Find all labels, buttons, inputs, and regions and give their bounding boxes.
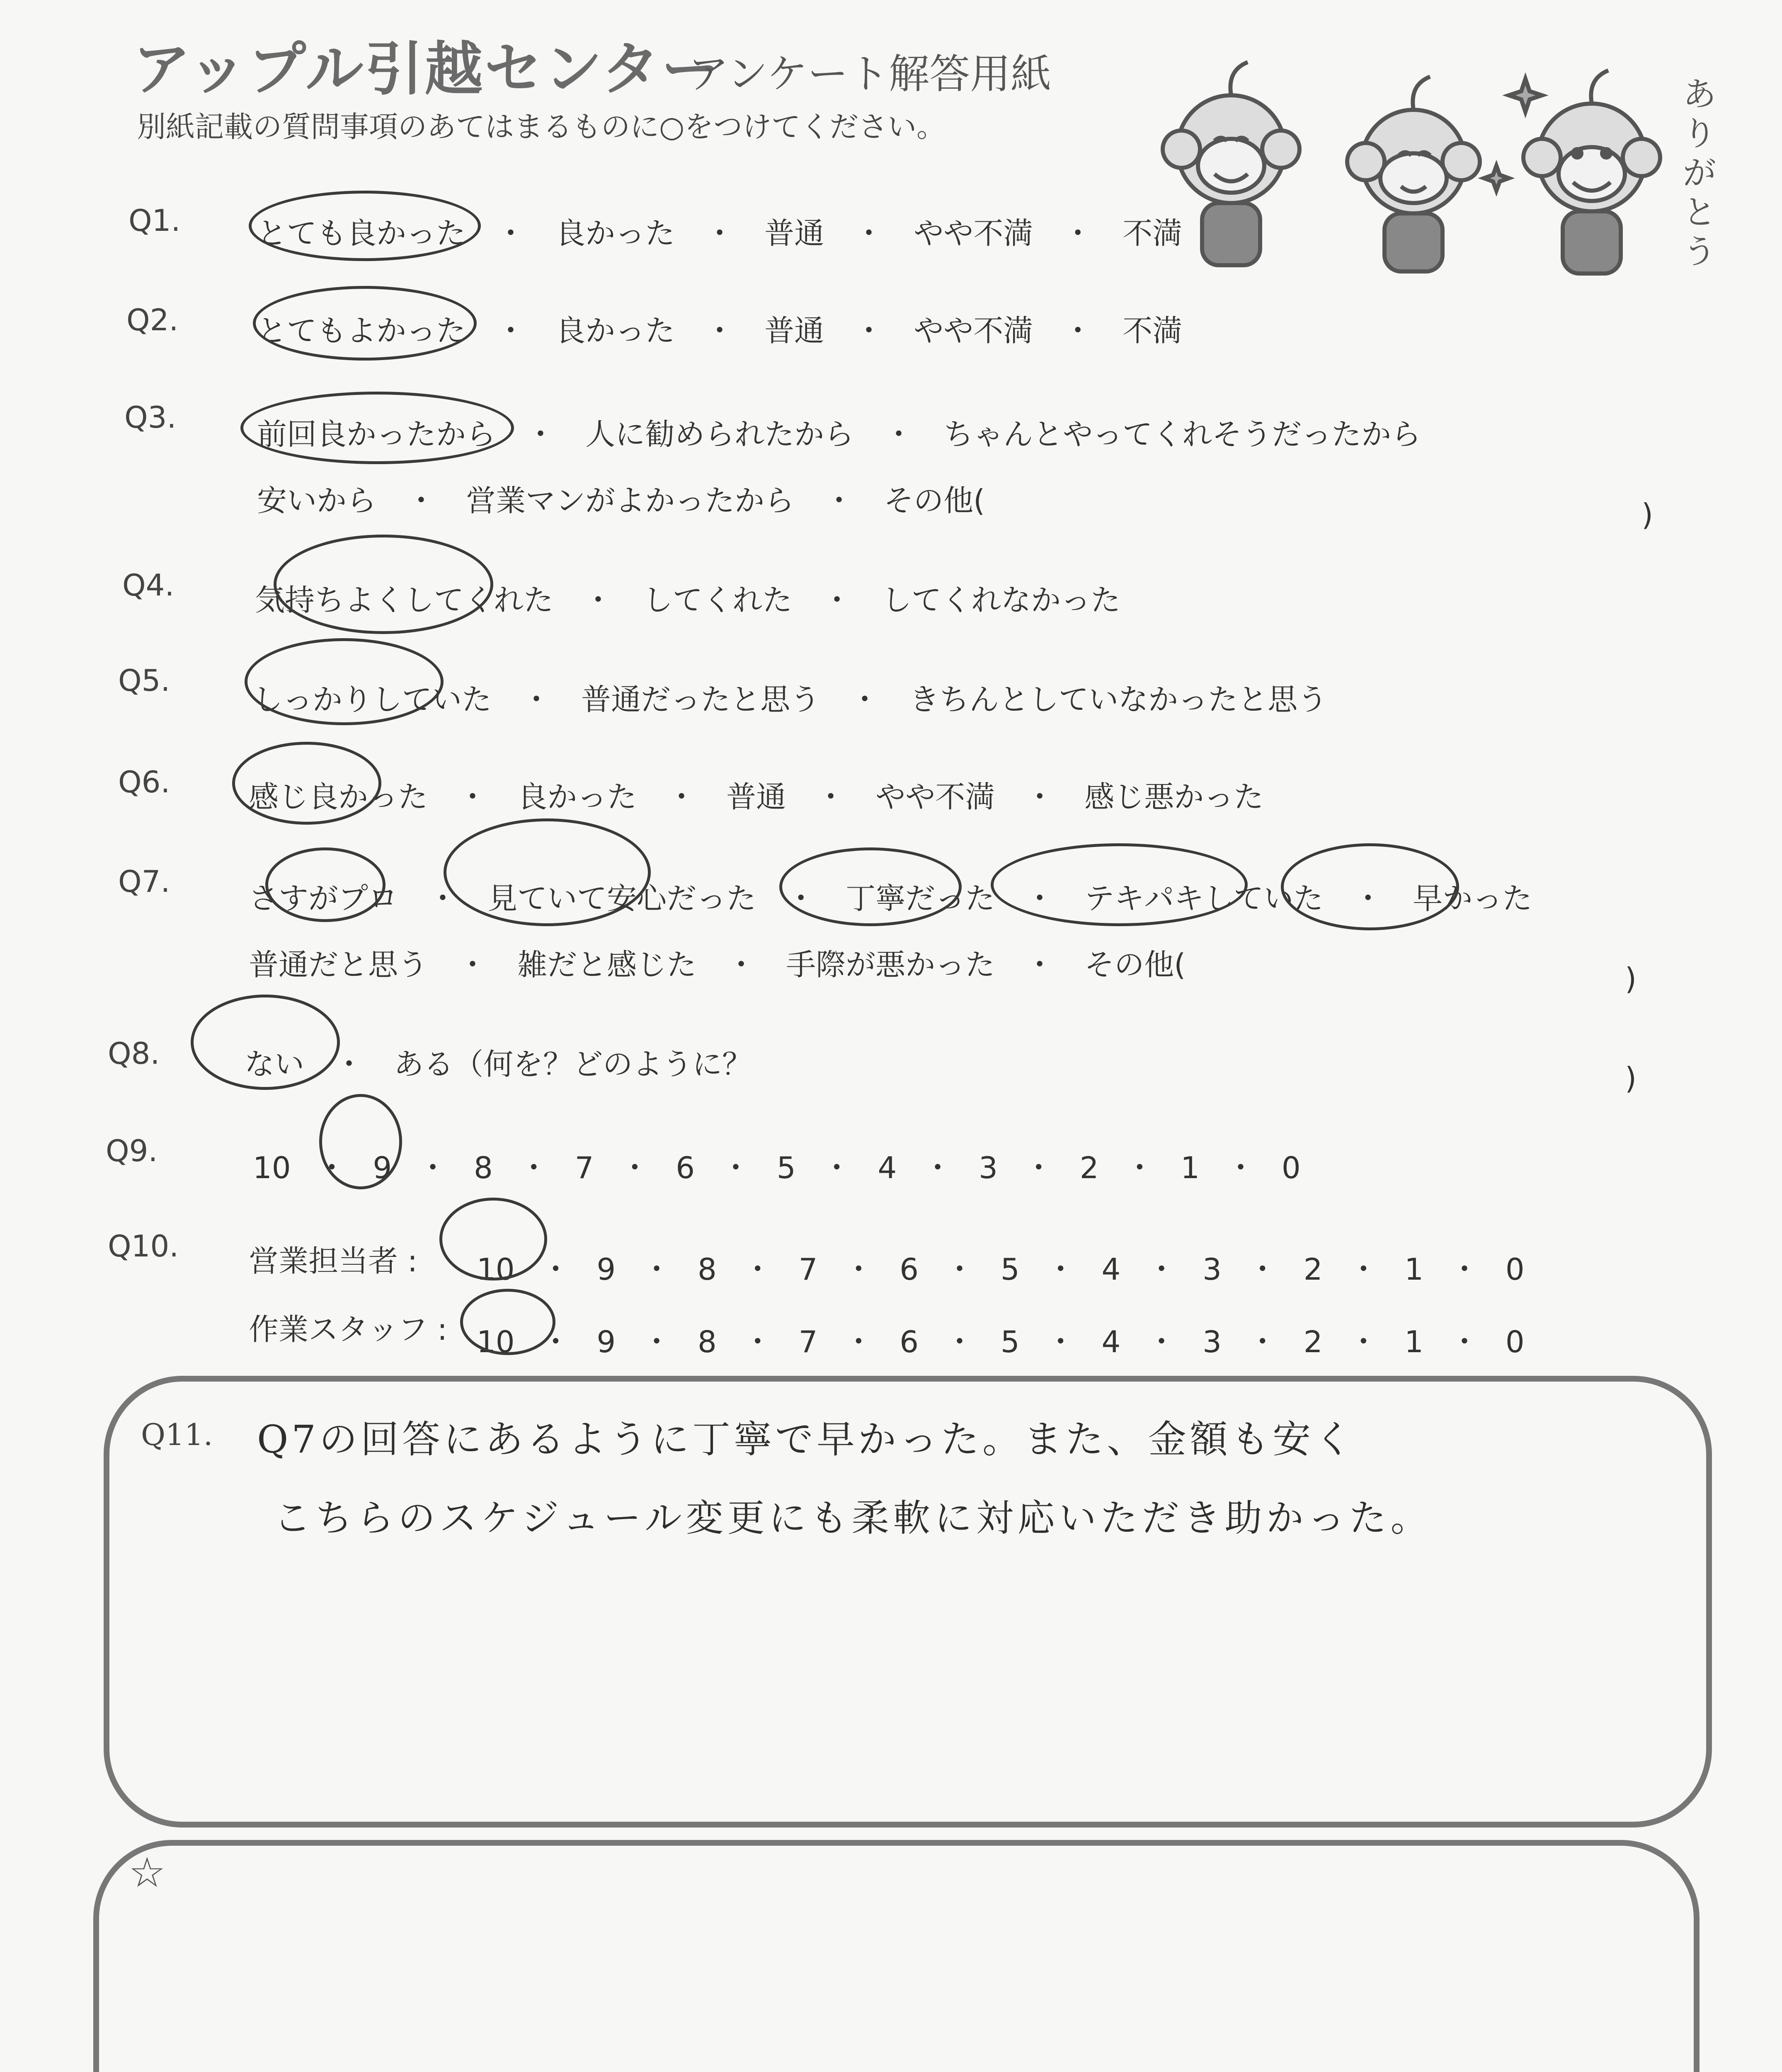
separator: ・ [1023,1150,1054,1185]
separator: ・ [1226,1150,1256,1185]
q9-opt-2[interactable]: 2 [1079,1150,1099,1185]
separator: ・ [844,1324,874,1359]
separator: ・ [742,1252,773,1287]
q4-answer-circle [274,535,493,634]
separator: ・ [705,313,735,348]
q11-answer-line-1: Q7の回答にあるように丁寧で早かった。また、金額も安く [257,1417,1355,1462]
separator: ・ [850,682,880,717]
q10-staff-label [249,1305,447,1348]
separator: ・ [1125,1150,1155,1185]
separator: ・ [541,1252,571,1287]
q1-opt-1[interactable]: とても良かった [257,216,466,251]
q10-sales-answer-circle [439,1198,547,1280]
q8-answer-circle [191,995,340,1090]
separator: ・ [428,881,458,916]
colon: : [437,1312,448,1347]
q1-label: Q1. [128,203,181,238]
separator: ・ [334,1047,364,1082]
q10-staff-opt-3[interactable]: 3 [1203,1324,1222,1359]
q9-opt-8[interactable]: 8 [474,1150,493,1185]
q9-scale [253,1144,1301,1187]
separator: ・ [541,1324,571,1359]
q9-opt-1[interactable]: 1 [1181,1150,1200,1185]
separator: ・ [1247,1324,1278,1359]
q5-opt-2[interactable]: 普通だったと思う [581,682,820,717]
q10-staff-answer-circle [460,1289,555,1355]
q4-opt-2[interactable]: してくれた [643,583,793,617]
q3-opt-other[interactable]: その他( [884,483,985,518]
q7-opt-other[interactable]: その他( [1084,947,1186,982]
q3-close-paren: ) [1641,497,1654,532]
q10-sales-opt-3[interactable]: 3 [1203,1252,1222,1287]
instructions: 別紙記載の質問事項のあてはまるものに○をつけてください。 [137,110,946,144]
separator: ・ [526,417,556,452]
separator: ・ [944,1324,975,1359]
q9-opt-9[interactable]: 9 [373,1150,392,1185]
separator: ・ [884,417,914,452]
q11-label: Q11. [141,1417,213,1452]
separator: ・ [1353,881,1383,916]
q10-sales-opt-10[interactable]: 10 [477,1252,515,1287]
q10-staff-opt-6[interactable]: 6 [899,1324,919,1359]
q1-opt-5[interactable]: 不満 [1123,216,1183,251]
q9-opt-5[interactable]: 5 [776,1150,796,1185]
q10-staff-opt-8[interactable]: 8 [698,1324,717,1359]
separator: ・ [406,483,436,518]
separator: ・ [642,1324,672,1359]
separator: ・ [824,483,854,518]
q8-label: Q8. [108,1036,160,1071]
separator: ・ [1045,1252,1076,1287]
separator: ・ [705,216,735,251]
separator: ・ [1025,779,1055,814]
q1-opt-2[interactable]: 良かった [555,216,675,251]
q1-answer-circle [249,191,481,261]
thanks-text: ありがとう [1683,75,1716,271]
q3-opt-5[interactable]: 営業マンがよかったから [466,483,795,518]
separator: ・ [854,216,884,251]
separator: ・ [496,216,526,251]
separator: ・ [1025,947,1055,982]
q7-close-paren: ) [1625,961,1637,996]
q7-opt-4[interactable]: テキパキしていた [1084,881,1324,916]
q10-staff-text: 作業スタッフ [249,1312,428,1347]
q9-label: Q9. [106,1133,158,1168]
q10-staff-opt-10[interactable]: 10 [477,1324,515,1359]
q7-opt-1[interactable]: さすがプロ [249,881,398,916]
q5-opt-3[interactable]: きちんとしていなかったと思う [909,682,1328,717]
q10-sales-opt-1[interactable]: 1 [1404,1252,1424,1287]
q7-opt-3[interactable]: 丁寧だった [846,881,995,916]
separator: ・ [1247,1252,1278,1287]
q6-label: Q6. [118,765,170,799]
q9-opt-4[interactable]: 4 [878,1150,897,1185]
separator: ・ [642,1252,672,1287]
separator: ・ [726,947,756,982]
q7-label: Q7. [118,864,170,899]
q6-opt-5[interactable]: 感じ悪かった [1084,779,1264,814]
separator: ・ [816,779,846,814]
q10-staff-opt-1[interactable]: 1 [1404,1324,1424,1359]
q7-answer-circle-4 [991,843,1248,926]
q10-sales-opt-2[interactable]: 2 [1303,1252,1323,1287]
separator: ・ [854,313,884,348]
q6-options [249,773,1263,816]
q7-opt-5[interactable]: 早かった [1413,881,1532,916]
q10-sales-opt-9[interactable]: 9 [596,1252,616,1287]
q8-close-paren: ) [1625,1061,1637,1096]
separator: ・ [822,583,852,617]
q10-sales-opt-8[interactable]: 8 [698,1252,717,1287]
q6-opt-2[interactable]: 良かった [517,779,637,814]
q7-answer-circle-2 [444,818,651,926]
q3-answer-circle [240,392,514,464]
separator: ・ [742,1324,773,1359]
q6-opt-3[interactable]: 普通 [726,779,786,814]
brand-title: アップル引越センター [133,36,721,103]
separator: ・ [1147,1324,1177,1359]
q2-opt-5[interactable]: 不満 [1123,313,1183,348]
q3-opt-1[interactable]: 前回良かったから [257,417,496,452]
q10-staff-opt-5[interactable]: 5 [1000,1324,1020,1359]
q8-opt-1[interactable]: ない [245,1047,305,1082]
q3-label: Q3. [124,400,177,435]
q9-opt-7[interactable]: 7 [575,1150,594,1185]
separator: ・ [458,947,488,982]
q4-opt-3[interactable]: してくれなかった [882,583,1121,617]
q10-sales-opt-7[interactable]: 7 [798,1252,818,1287]
separator: ・ [786,881,816,916]
separator: ・ [944,1252,975,1287]
q6-opt-1[interactable]: 感じ良かった [249,779,428,814]
q7-answer-circle-3 [779,847,962,926]
q4-label: Q4. [122,568,175,603]
free-comment-box[interactable] [93,1840,1700,2072]
q9-opt-3[interactable]: 3 [979,1150,998,1185]
q5-opt-1[interactable]: しっかりしていた [253,682,492,717]
separator: ・ [1348,1324,1379,1359]
q10-staff-opt-4[interactable]: 4 [1101,1324,1121,1359]
q10-staff-opt-7[interactable]: 7 [798,1324,818,1359]
q7-opt-2[interactable]: 見ていて安心だった [487,881,756,916]
q2-label: Q2. [126,303,179,337]
q10-staff-opt-2[interactable]: 2 [1303,1324,1323,1359]
q1-opt-4[interactable]: やや不満 [914,216,1033,251]
q10-sales-text: 営業担当者 [249,1244,398,1278]
separator: ・ [1450,1252,1480,1287]
q3-opt-4[interactable]: 安いから [257,483,377,518]
q5-answer-circle [245,638,444,725]
separator: ・ [844,1252,874,1287]
q10-sales-opt-5[interactable]: 5 [1000,1252,1020,1287]
separator: ・ [620,1150,650,1185]
q10-sales-label [249,1237,417,1280]
q10-staff-opt-9[interactable]: 9 [596,1324,616,1359]
separator: ・ [1450,1324,1480,1359]
q2-opt-4[interactable]: やや不満 [914,313,1033,348]
q1-opt-3[interactable]: 普通 [764,216,824,251]
separator: ・ [1063,216,1093,251]
separator: ・ [458,779,488,814]
q2-opt-2[interactable]: 良かった [555,313,675,348]
q10-sales-opt-6[interactable]: 6 [899,1252,919,1287]
q5-label: Q5. [118,663,170,698]
separator: ・ [1025,881,1055,916]
colon: : [407,1244,418,1278]
separator: ・ [519,1150,549,1185]
separator: ・ [1147,1252,1177,1287]
q8-opt-2[interactable]: ある（何を？どのように？ [394,1047,752,1082]
q3-options-line2 [257,477,985,520]
q11-answer-line-2: こちらのスケジュール変更にも柔軟に対応いただき助かった。 [274,1496,1432,1540]
q7-answer-circle-5 [1281,843,1459,930]
form-title: アンケート解答用紙 [688,51,1052,98]
q7-opt-6[interactable]: 普通だと思う [249,947,428,982]
q10-staff-scale [477,1318,1525,1361]
q10-label: Q10. [108,1229,179,1264]
q3-opt-3[interactable]: ちゃんとやってくれそうだったから [943,417,1421,452]
q6-answer-circle [232,742,381,825]
q10-staff-opt-0[interactable]: 0 [1505,1324,1525,1359]
q10-sales-scale [477,1245,1525,1288]
separator: ・ [496,313,526,348]
mascot-illustration [1152,54,1720,286]
q9-opt-6[interactable]: 6 [676,1150,695,1185]
q7-opt-8[interactable]: 手際が悪かった [786,947,995,982]
q2-opt-3[interactable]: 普通 [764,313,824,348]
q9-opt-10[interactable]: 10 [253,1150,291,1185]
q3-opt-2[interactable]: 人に勧められたから [585,417,854,452]
separator: ・ [667,779,697,814]
q10-sales-opt-4[interactable]: 4 [1101,1252,1121,1287]
separator: ・ [583,583,613,617]
separator: ・ [1045,1324,1076,1359]
q9-opt-0[interactable]: 0 [1281,1150,1301,1185]
separator: ・ [1348,1252,1379,1287]
separator: ・ [521,682,552,717]
q10-sales-opt-0[interactable]: 0 [1505,1252,1525,1287]
q2-answer-circle [253,286,477,361]
q7-answer-circle-1 [265,847,385,922]
separator: ・ [822,1150,852,1185]
q6-opt-4[interactable]: やや不満 [875,779,995,814]
separator: ・ [923,1150,953,1185]
star-icon: ☆ [128,1848,166,1897]
separator: ・ [418,1150,448,1185]
q4-opt-1[interactable]: 気持ちよくしてくれた [255,583,554,617]
separator: ・ [1063,313,1093,348]
q2-opt-1[interactable]: とてもよかった [257,313,466,348]
q7-options-line2 [249,941,1186,984]
q9-answer-circle [319,1094,402,1189]
separator: ・ [720,1150,751,1185]
q7-opt-7[interactable]: 雑だと感じた [517,947,697,982]
separator: ・ [317,1150,347,1185]
